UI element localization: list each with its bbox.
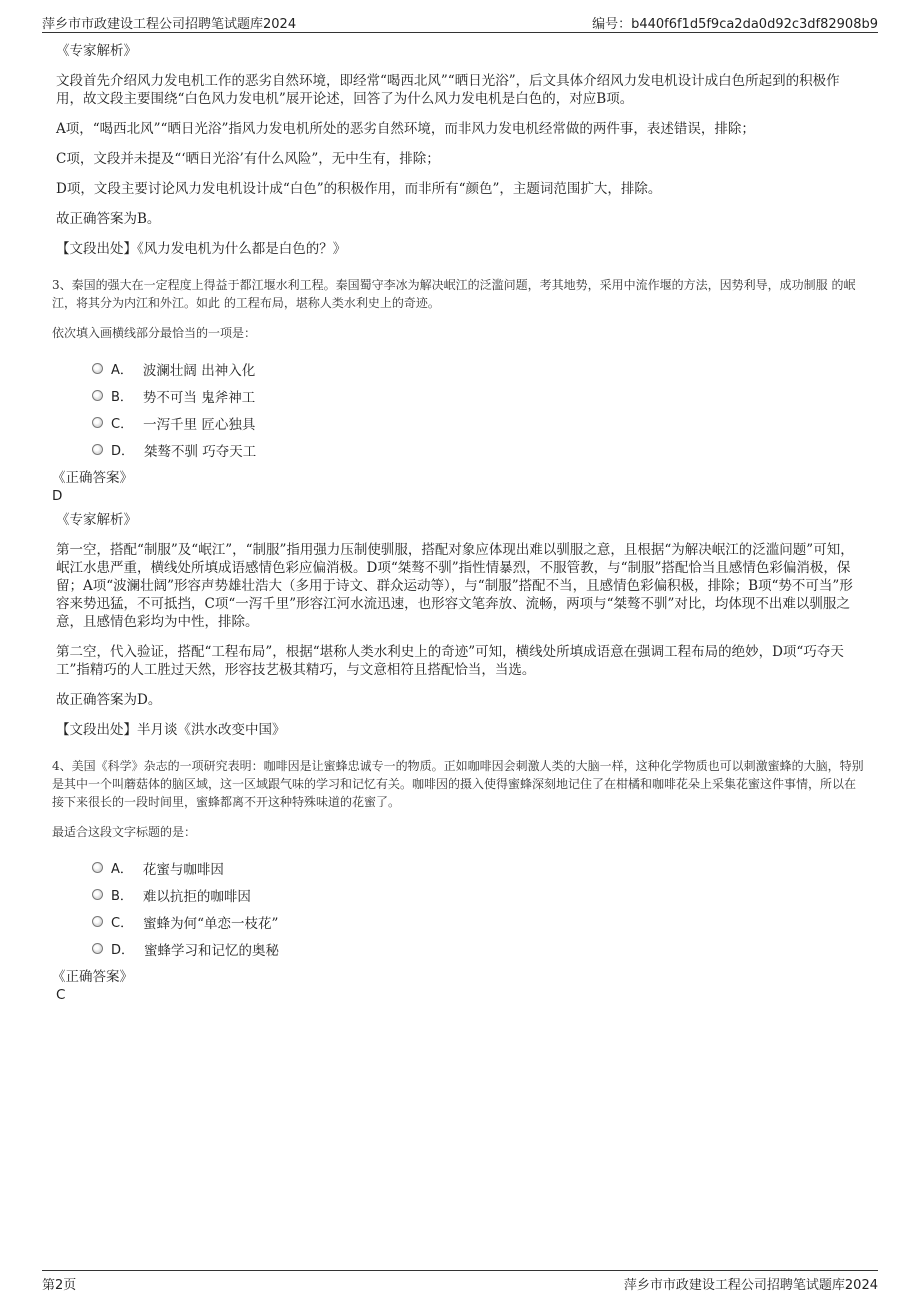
page-number: 第2页 [42,1278,77,1293]
radio-icon[interactable] [92,390,103,401]
option-letter: A． [111,363,133,378]
passage-source: 【文段出处】半月谈《洪水改变中国》 [56,722,286,738]
analysis-label: 《专家解析》 [56,43,137,59]
option-text: 蜜蜂学习和记忆的奥秘 [144,942,280,959]
question-stem: 4、美国《科学》杂志的一项研究表明：咖啡因是让蜜蜂忠诚专一的物质。正如咖啡因会刺激人类的大脑一样，这种化学物质也可以刺激蜜蜂的大脑，特别是其中一个叫蘑菇体的脑区域，这一区域跟气味的学习和记忆有关。咖啡因的摄入使得蜜蜂深刻地记住了在柑橘和咖啡花朵上采集花蜜这件事情，所以在接下来很长的一段时间里，蜜蜂都离不开这种特殊味道的花蜜了。 [52,759,864,809]
header-title: 萍乡市市政建设工程公司招聘笔试题库2024 [42,17,297,32]
analysis-paragraph: D项，文段主要讨论风力发电机设计成“白色”的积极作用，而非所有“颜色”，主题词范围扩大，排除。 [56,181,662,197]
radio-icon[interactable] [92,417,103,428]
option-text: 花蜜与咖啡因 [142,861,224,878]
option-letter: C． [111,417,134,432]
option-letter: B． [111,889,133,904]
radio-icon[interactable] [92,363,103,374]
footer-title: 萍乡市市政建设工程公司招聘笔试题库2024 [623,1278,878,1293]
answer-label: 《正确答案》 [52,470,133,486]
correct-answer: C [56,987,66,1003]
radio-icon[interactable] [92,916,103,927]
option-letter: A． [111,862,133,877]
question-prompt: 依次填入画横线部分最恰当的一项是： [52,326,257,340]
option-letter: D． [111,943,135,958]
question-prompt: 最适合这段文字标题的是： [52,825,197,839]
analysis-conclusion: 故正确答案为B。 [56,211,161,227]
option-text: 波澜壮阔 出神入化 [142,362,256,379]
option-list [92,854,864,962]
page-header [42,10,878,33]
analysis-paragraph: 第二空，代入验证，搭配“工程布局”，根据“堪称人类水利史上的奇迹”可知，横线处所填成语意在强调工程布局的绝妙，D项“巧夺天工”指精巧的人工胜过天然，形容技艺极其精巧，与文意相符且搭配恰当，当选。 [56,644,844,678]
option-b[interactable] [92,382,864,409]
analysis-conclusion: 故正确答案为D。 [56,692,162,708]
analysis-paragraph: A项，“喝西北风”“晒日光浴”指风力发电机所处的恶劣自然环境，而非风力发电机经常做的两件事，表述错误，排除； [56,121,755,137]
option-d[interactable] [92,436,864,463]
option-letter: D． [111,444,135,459]
option-text: 势不可当 鬼斧神工 [142,389,256,406]
option-letter: C． [111,916,134,931]
analysis-paragraph: C项，文段并未提及“‘晒日光浴’有什么风险”，无中生有，排除； [56,151,440,167]
radio-icon[interactable] [92,943,103,954]
option-text: 桀骜不驯 巧夺天工 [144,443,257,460]
question-stem: 3、秦国的强大在一定程度上得益于都江堰水利工程。秦国蜀守李冰为解决岷江的泛滥问题，考其地势，采用中流作堰的方法，因势利导，成功制服 的岷江，将其分为内江和外江。如此 的工程布局，堪称人类水利史上的奇迹。 [52,278,856,310]
option-text: 难以抗拒的咖啡因 [142,888,251,905]
analysis-label: 《专家解析》 [56,512,137,528]
option-text: 蜜蜂为何“单恋一枝花” [143,915,279,932]
page-content [52,42,864,1010]
option-a[interactable] [92,355,864,382]
page-footer [42,1270,878,1295]
option-c[interactable] [92,409,864,436]
radio-icon[interactable] [92,889,103,900]
radio-icon[interactable] [92,862,103,873]
option-list [92,355,864,463]
option-d[interactable] [92,935,864,962]
option-a[interactable] [92,854,864,881]
option-text: 一泻千里 匠心独具 [143,416,256,433]
correct-answer: D [52,488,63,504]
analysis-paragraph: 第一空，搭配“制服”及“岷江”，“制服”指用强力压制使驯服，搭配对象应体现出难以驯服之意，且根据“为解决岷江的泛滥问题”可知，岷江水患严重，横线处所填成语感情色彩应偏消极。D项“桀骜不驯”指性情暴烈，不服管教，与“制服”搭配恰当且感情色彩偏消极，保留；A项“波澜壮阔”形容声势雄壮浩大（多用于诗文、群众运动等），与“制服”搭配不当，且感情色彩偏积极，排除；B项“势不可当”形容来势迅猛，不可抵挡，C项“一泻千里”形容江河水流迅速，也形容文笔奔放、流畅，两项与“桀骜不驯”对比，均体现不出难以驯服之意，且感情色彩均为中性，排除。 [56,542,854,630]
option-b[interactable] [92,881,864,908]
option-letter: B． [111,390,133,405]
radio-icon[interactable] [92,444,103,455]
answer-label: 《正确答案》 [52,969,133,985]
passage-source: 【文段出处】《风力发电机为什么都是白色的？》 [56,241,347,257]
document-code: 编号：b440f6f1d5f9ca2da0d92c3df82908b9 [592,17,878,32]
option-c[interactable] [92,908,864,935]
analysis-paragraph: 文段首先介绍风力发电机工作的恶劣自然环境，即经常“喝西北风”“晒日光浴”，后文具体介绍风力发电机设计成白色所起到的积极作用，故文段主要围绕“白色风力发电机”展开论述，回答了为什么风力发电机是白色的，对应B项。 [56,73,840,107]
